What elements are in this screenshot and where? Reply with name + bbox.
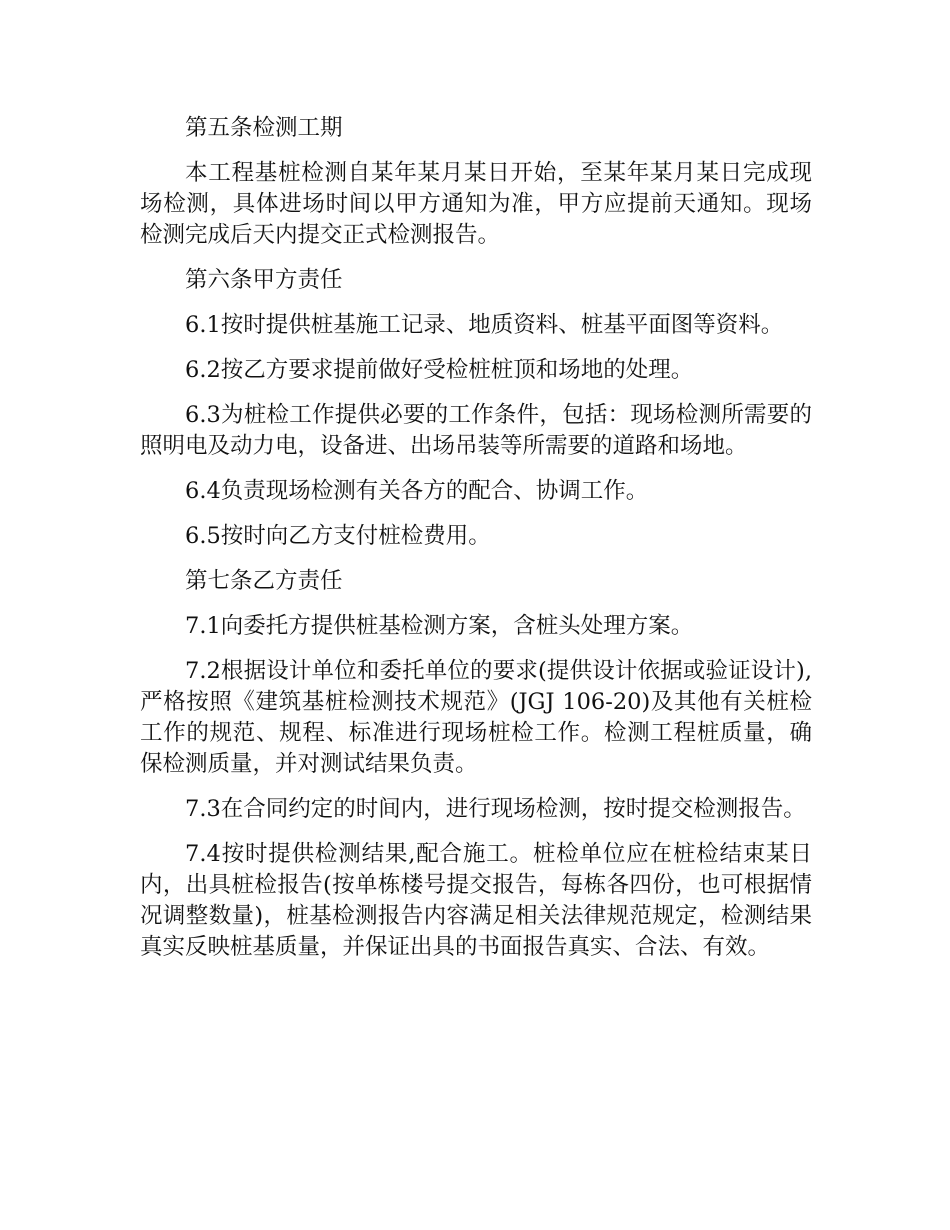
clause-6-4: 6.4负责现场检测有关各方的配合、协调工作。 [185, 478, 649, 504]
clause-7-1: 7.1向委托方提供桩基检测方案，含桩头处理方案。 [185, 613, 694, 639]
clause-6-5: 6.5按时向乙方支付桩检费用。 [185, 523, 491, 549]
clause-7-4: 7.4按时提供检测结果,配合施工。桩检单位应在桩检结束某日内，出具桩检报告(按单栋楼号提交报告，每栋各四份，也可根据情况调整数量)，桩基检测报告内容满足相关法律规范规定，检测结果真实反映桩基质量，并保证出具的书面报告真实、合法、有效。 [140, 841, 812, 960]
article-6-heading: 第六条甲方责任 [185, 267, 343, 293]
clause-7-3: 7.3在合同约定的时间内，进行现场检测，按时提交检测报告。 [185, 796, 806, 822]
article-5-text: 本工程基桩检测自某年某月某日开始，至某年某月某日完成现场检测，具体进场时间以甲方通知为准，甲方应提前天通知。现场检测完成后天内提交正式检测报告。 [140, 160, 812, 248]
clause-6-1: 6.1按时提供桩基施工记录、地质资料、桩基平面图等资料。 [185, 312, 784, 338]
document-body [140, 113, 812, 977]
article-5-heading: 第五条检测工期 [185, 115, 343, 141]
article-7-heading: 第七条乙方责任 [185, 568, 343, 594]
clause-6-3: 6.3为桩检工作提供必要的工作条件，包括：现场检测所需要的照明电及动力电，设备进、出场吊装等所需要的道路和场地。 [140, 402, 812, 459]
clause-6-2: 6.2按乙方要求提前做好受检桩桩顶和场地的处理。 [185, 357, 694, 383]
clause-7-2: 7.2根据设计单位和委托单位的要求(提供设计依据或验证设计),严格按照《建筑基桩检测技术规范》(JGJ 106-20)及其他有关桩检工作的规范、规程、标准进行现场桩检工作。检测工程桩质量，确保检测质量，并对测试结果负责。 [140, 658, 812, 777]
